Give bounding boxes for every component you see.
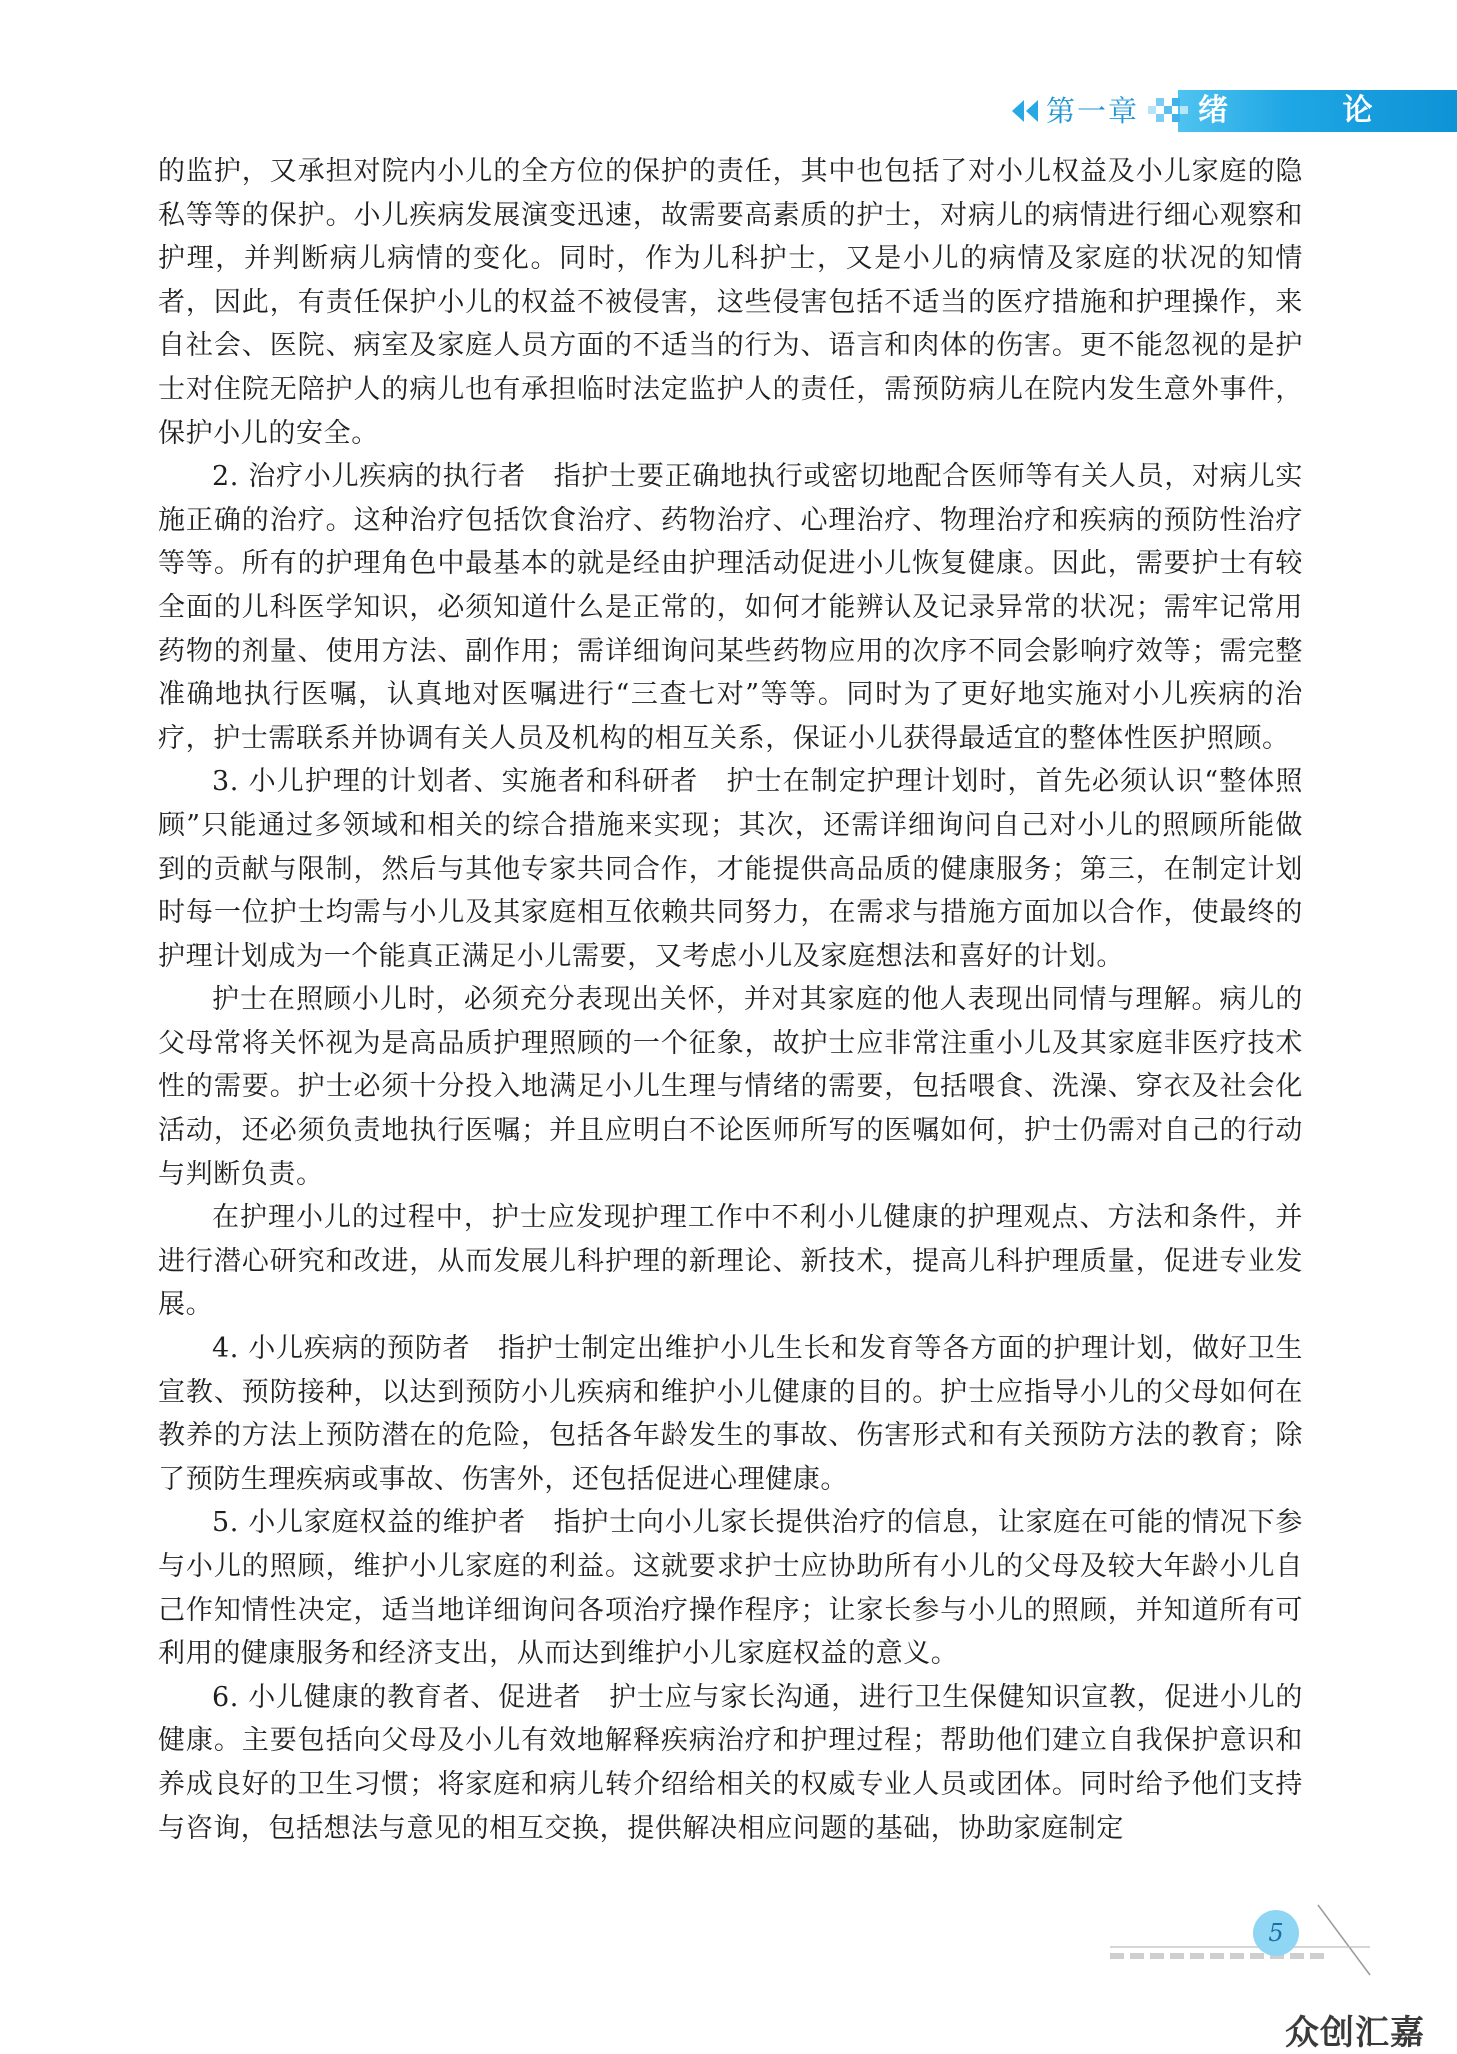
chapter-label: 第一章 [1046, 94, 1140, 128]
checker-pattern-icon [1148, 92, 1194, 130]
paragraph: 护士在照顾小儿时，必须充分表现出关怀，并对其家庭的他人表现出同情与理解。病儿的父母常将关怀视为是高品质护理照顾的一个征象，故护士应非常注重小儿及其家庭非医疗技术性的需要。护士必须十分投入地满足小儿生理与情绪的需要，包括喂食、洗澡、穿衣及社会化活动，还必须负责地执行医嘱；并且应明白不论医师所写的医嘱如何，护士仍需对自己的行动与判断负责。 [158, 984, 1303, 1190]
watermark: 众创汇嘉 [1285, 2013, 1425, 2053]
paragraph: 在护理小儿的过程中，护士应发现护理工作中不利小儿健康的护理观点、方法和条件，并进行潜心研究和改进，从而发展儿科护理的新理论、新技术，提高儿科护理质量，促进专业发展。 [158, 1202, 1303, 1321]
paragraph: 2. 治疗小儿疾病的执行者 指护士要正确地执行或密切地配合医师等有关人员，对病儿实施正确的治疗。这种治疗包括饮食治疗、药物治疗、心理治疗、物理治疗和疾病的预防性治疗等等。所有的护理角色中最基本的就是经由护理活动促进小儿恢复健康。因此，需要护士有较全面的儿科医学知识，必须知道什么是正常的，如何才能辨认及记录异常的状况；需牢记常用药物的剂量、使用方法、副作用；需详细询问某些药物应用的次序不同会影响疗效等；需完整准确地执行医嘱，认真地对医嘱进行“三查七对”等等。同时为了更好地实施对小儿疾病的治疗，护士需联系并协调有关人员及机构的相互关系，保证小儿获得最适宜的整体性医护照顾。 [158, 461, 1303, 754]
paragraph: 4. 小儿疾病的预防者 指护士制定出维护小儿生长和发育等各方面的护理计划，做好卫生宣教、预防接种，以达到预防小儿疾病和维护小儿健康的目的。护士应指导小儿的父母如何在教养的方法上预防潜在的危险，包括各年龄发生的事故、伤害形式和有关预防方法的教育；除了预防生理疾病或事故、伤害外，还包括促进心理健康。 [158, 1333, 1303, 1495]
chapter-header [1010, 90, 1457, 132]
paragraph: 3. 小儿护理的计划者、实施者和科研者 护士在制定护理计划时，首先必须认识“整体照顾”只能通过多领域和相关的综合措施来实现；其次，还需详细询问自己对小儿的照顾所能做到的贡献与限制，然后与其他专家共同合作，才能提供高品质的健康服务；第三，在制定计划时每一位护士均需与小儿及其家庭相互依赖共同努力，在需求与措施方面加以合作，使最终的护理计划成为一个能真正满足小儿需要，又考虑小儿及家庭想法和喜好的计划。 [158, 766, 1303, 972]
chapter-title: 绪 论 [1198, 93, 1425, 128]
body-text [158, 150, 1303, 1850]
footer-decoration [1070, 1895, 1400, 1985]
paragraph: 的监护，又承担对院内小儿的全方位的保护的责任，其中也包括了对小儿权益及小儿家庭的隐私等等的保护。小儿疾病发展演变迅速，故需要高素质的护士，对病儿的病情进行细心观察和护理，并判断病儿病情的变化。同时，作为儿科护士，又是小儿的病情及家庭的状况的知情者，因此，有责任保护小儿的权益不被侵害，这些侵害包括不适当的医疗措施和护理操作，来自社会、医院、病室及家庭人员方面的不适当的行为、语言和肉体的伤害。更不能忽视的是护士对住院无陪护人的病儿也有承担临时法定监护人的责任，需预防病儿在院内发生意外事件，保护小儿的安全。 [158, 156, 1303, 449]
double-left-arrow-icon [1010, 96, 1040, 126]
paragraph: 5. 小儿家庭权益的维护者 指护士向小儿家长提供治疗的信息，让家庭在可能的情况下参与小儿的照顾，维护小儿家庭的利益。这就要求护士应协助所有小儿的父母及较大年龄小儿自己作知情性决定，适当地详细询问各项治疗操作程序；让家长参与小儿的照顾，并知道所有可利用的健康服务和经济支出，从而达到维护小儿家庭权益的意义。 [158, 1507, 1303, 1670]
page-number: 5 [1253, 1910, 1299, 1956]
paragraph: 6. 小儿健康的教育者、促进者 护士应与家长沟通，进行卫生保健知识宣教，促进小儿的健康。主要包括向父母及小儿有效地解释疾病治疗和护理过程；帮助他们建立自我保护意识和养成良好的卫生习惯；将家庭和病儿转介绍给相关的权威专业人员或团体。同时给予他们支持与咨询，包括想法与意见的相互交换，提供解决相应问题的基础，协助家庭制定 [158, 1681, 1303, 1844]
